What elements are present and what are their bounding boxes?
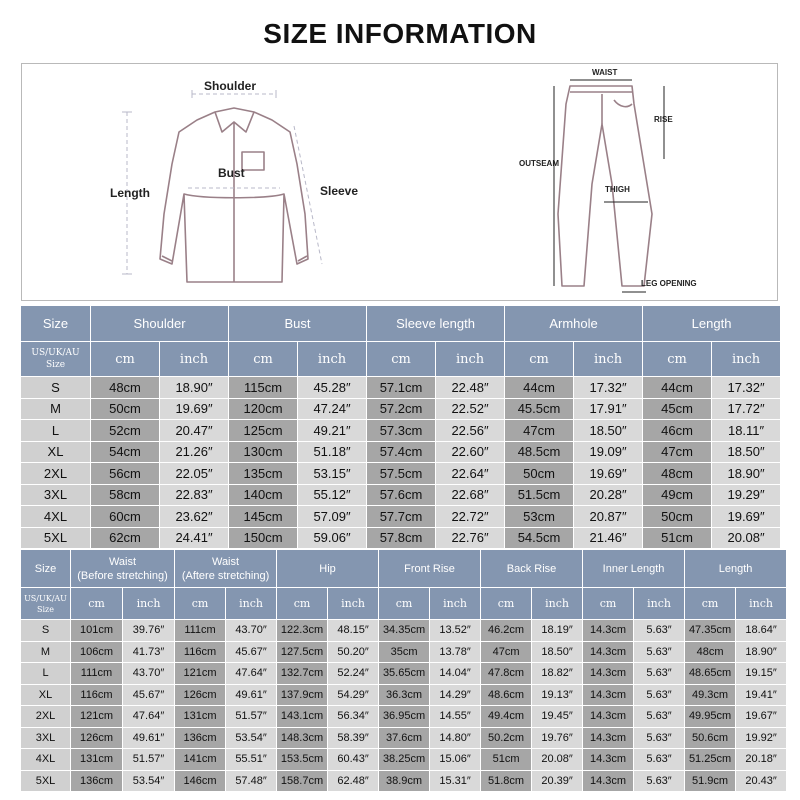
bust-label: Bust [218,166,245,180]
inch-value-cell: 55.51″ [226,749,277,771]
unit-inch-header: inch [736,588,787,620]
unit-inch-header: inch [712,342,781,377]
size-region-label [21,588,71,620]
cm-value-cell: 14.3cm [583,641,634,663]
inch-value-cell: 20.08″ [532,749,583,771]
size-cell: 4XL [21,749,71,771]
column-header-size: Size [21,550,71,588]
inch-value-cell: 19.09″ [574,441,643,463]
unit-cm-header: cm [367,342,436,377]
cm-value-cell: 51.5cm [505,484,574,506]
table-row [21,663,787,685]
cm-value-cell: 47.35cm [685,620,736,642]
inch-value-cell: 20.43″ [736,770,787,792]
cm-value-cell: 116cm [175,641,226,663]
cm-value-cell: 150cm [229,527,298,549]
cm-value-cell: 14.3cm [583,620,634,642]
inch-value-cell: 49.61″ [123,727,175,749]
size-cell: XL [21,684,71,706]
measurement-diagram [21,63,778,301]
unit-inch-header: inch [298,342,367,377]
cm-value-cell: 130cm [229,441,298,463]
column-header-front-rise: Front Rise [379,550,481,588]
inch-value-cell: 48.15″ [328,620,379,642]
inch-value-cell: 53.54″ [226,727,277,749]
cm-value-cell: 50.6cm [685,727,736,749]
unit-inch-header: inch [123,588,175,620]
inch-value-cell: 47.64″ [123,706,175,728]
cm-value-cell: 48.5cm [505,441,574,463]
size-cell: 5XL [21,770,71,792]
inch-value-cell: 43.70″ [123,663,175,685]
inch-value-cell: 19.15″ [736,663,787,685]
cm-value-cell: 62cm [91,527,160,549]
cm-value-cell: 57.3cm [367,420,436,442]
unit-cm-header: cm [481,588,532,620]
table-row [21,420,781,442]
table-row [21,727,787,749]
inch-value-cell: 20.28″ [574,484,643,506]
cm-value-cell: 145cm [229,506,298,528]
size-region-line1: US/UK/AU [31,348,80,358]
shirt-measure-lines [122,90,322,274]
cm-value-cell: 48cm [643,463,712,485]
cm-value-cell: 126cm [175,684,226,706]
cm-value-cell: 50cm [91,398,160,420]
cm-value-cell: 54cm [91,441,160,463]
unit-inch-header: inch [436,342,505,377]
column-header-sleeve-length: Sleeve length [367,306,505,342]
cm-value-cell: 146cm [175,770,226,792]
inch-value-cell: 18.64″ [736,620,787,642]
cm-value-cell: 153.5cm [277,749,328,771]
inch-value-cell: 17.32″ [574,377,643,399]
cm-value-cell: 158.7cm [277,770,328,792]
inch-value-cell: 18.50″ [574,420,643,442]
cm-value-cell: 57.4cm [367,441,436,463]
inch-value-cell: 14.04″ [430,663,481,685]
cm-value-cell: 35.65cm [379,663,430,685]
size-region-line2: Size [45,360,66,370]
column-header-bust: Bust [229,306,367,342]
cm-value-cell: 51cm [643,527,712,549]
size-cell: 3XL [21,484,91,506]
cm-value-cell: 122.3cm [277,620,328,642]
table-row [21,684,787,706]
cm-value-cell: 111cm [175,620,226,642]
thigh-label: THIGH [605,185,630,194]
outseam-label: OUTSEAM [519,159,559,168]
cm-value-cell: 46cm [643,420,712,442]
cm-value-cell: 45.5cm [505,398,574,420]
unit-cm-header: cm [685,588,736,620]
cm-value-cell: 141cm [175,749,226,771]
inch-value-cell: 18.90″ [736,641,787,663]
unit-cm-header: cm [91,342,160,377]
cm-value-cell: 47cm [481,641,532,663]
cm-value-cell: 121cm [71,706,123,728]
inch-value-cell: 18.50″ [712,441,781,463]
cm-value-cell: 60cm [91,506,160,528]
cm-value-cell: 14.3cm [583,684,634,706]
cm-value-cell: 111cm [71,663,123,685]
inch-value-cell: 22.56″ [436,420,505,442]
inch-value-cell: 60.43″ [328,749,379,771]
inch-value-cell: 18.82″ [532,663,583,685]
inch-value-cell: 22.83″ [160,484,229,506]
size-cell: 2XL [21,463,91,485]
inch-value-cell: 5.63″ [634,749,685,771]
cm-value-cell: 36.95cm [379,706,430,728]
inch-value-cell: 14.55″ [430,706,481,728]
cm-value-cell: 37.6cm [379,727,430,749]
inch-value-cell: 5.63″ [634,620,685,642]
inch-value-cell: 57.48″ [226,770,277,792]
table-row [21,770,787,792]
inch-value-cell: 5.63″ [634,706,685,728]
column-header-waist-after [175,550,277,588]
cm-value-cell: 143.1cm [277,706,328,728]
cm-value-cell: 54.5cm [505,527,574,549]
inch-value-cell: 50.20″ [328,641,379,663]
waist-label: WAIST [592,68,618,77]
inch-value-cell: 19.29″ [712,484,781,506]
inch-value-cell: 14.80″ [430,727,481,749]
inch-value-cell: 51.18″ [298,441,367,463]
inch-value-cell: 20.39″ [532,770,583,792]
inch-value-cell: 58.39″ [328,727,379,749]
table-row [21,706,787,728]
unit-cm-header: cm [379,588,430,620]
cm-value-cell: 127.5cm [277,641,328,663]
inch-value-cell: 41.73″ [123,641,175,663]
table-row [21,749,787,771]
unit-inch-header: inch [574,342,643,377]
inch-value-cell: 18.50″ [532,641,583,663]
cm-value-cell: 135cm [229,463,298,485]
size-cell: M [21,641,71,663]
inch-value-cell: 39.76″ [123,620,175,642]
unit-inch-header: inch [634,588,685,620]
inch-value-cell: 19.13″ [532,684,583,706]
cm-value-cell: 57.1cm [367,377,436,399]
inch-value-cell: 18.90″ [160,377,229,399]
shirt-size-table [20,305,781,549]
inch-value-cell: 52.24″ [328,663,379,685]
column-header-waist-before [71,550,175,588]
unit-cm-header: cm [583,588,634,620]
inch-value-cell: 18.90″ [712,463,781,485]
size-region-label [21,342,91,377]
unit-cm-header: cm [71,588,123,620]
length-label: Length [110,186,150,200]
column-header-back-rise: Back Rise [481,550,583,588]
cm-value-cell: 44cm [505,377,574,399]
unit-cm-header: cm [175,588,226,620]
inch-value-cell: 43.70″ [226,620,277,642]
inch-value-cell: 21.26″ [160,441,229,463]
leg-opening-label: LEG OPENING [641,279,697,288]
inch-value-cell: 59.06″ [298,527,367,549]
cm-value-cell: 14.3cm [583,663,634,685]
cm-value-cell: 50cm [505,463,574,485]
size-cell: L [21,420,91,442]
inch-value-cell: 22.76″ [436,527,505,549]
pants-size-table [20,549,787,792]
cm-value-cell: 101cm [71,620,123,642]
inch-value-cell: 56.34″ [328,706,379,728]
table-row [21,398,781,420]
inch-value-cell: 45.67″ [226,641,277,663]
inch-value-cell: 22.48″ [436,377,505,399]
sleeve-label: Sleeve [320,184,359,198]
table-row [21,484,781,506]
column-header-size: Size [21,306,91,342]
inch-value-cell: 13.78″ [430,641,481,663]
cm-value-cell: 38.9cm [379,770,430,792]
cm-value-cell: 57.6cm [367,484,436,506]
waist-header-line: Waist [108,555,137,568]
size-cell: L [21,663,71,685]
unit-inch-header: inch [532,588,583,620]
cm-value-cell: 36.3cm [379,684,430,706]
cm-value-cell: 57.5cm [367,463,436,485]
inch-value-cell: 19.69″ [712,506,781,528]
inch-value-cell: 19.45″ [532,706,583,728]
size-region-line2: Size [37,604,54,614]
cm-value-cell: 137.9cm [277,684,328,706]
table-row [21,641,787,663]
cm-value-cell: 51.8cm [481,770,532,792]
inch-value-cell: 20.08″ [712,527,781,549]
inch-value-cell: 19.67″ [736,706,787,728]
shirt-icon [160,108,308,282]
inch-value-cell: 5.63″ [634,684,685,706]
cm-value-cell: 14.3cm [583,749,634,771]
inch-value-cell: 53.54″ [123,770,175,792]
cm-value-cell: 121cm [175,663,226,685]
inch-value-cell: 14.29″ [430,684,481,706]
inch-value-cell: 53.15″ [298,463,367,485]
unit-inch-header: inch [226,588,277,620]
inch-value-cell: 22.72″ [436,506,505,528]
column-header-length: Length [685,550,787,588]
cm-value-cell: 51.9cm [685,770,736,792]
inch-value-cell: 19.41″ [736,684,787,706]
inch-value-cell: 49.21″ [298,420,367,442]
inch-value-cell: 55.12″ [298,484,367,506]
waist-header-line: Waist [211,555,240,568]
cm-value-cell: 49cm [643,484,712,506]
size-cell: 4XL [21,506,91,528]
cm-value-cell: 148.3cm [277,727,328,749]
inch-value-cell: 19.69″ [574,463,643,485]
cm-value-cell: 51cm [481,749,532,771]
cm-value-cell: 131cm [175,706,226,728]
rise-label: RISE [654,115,673,124]
cm-value-cell: 46.2cm [481,620,532,642]
column-header-length: Length [643,306,781,342]
inch-value-cell: 17.72″ [712,398,781,420]
cm-value-cell: 131cm [71,749,123,771]
cm-value-cell: 136cm [175,727,226,749]
inch-value-cell: 19.69″ [160,398,229,420]
cm-value-cell: 14.3cm [583,770,634,792]
inch-value-cell: 5.63″ [634,641,685,663]
inch-value-cell: 17.91″ [574,398,643,420]
inch-value-cell: 5.63″ [634,727,685,749]
table-row [21,506,781,528]
cm-value-cell: 34.35cm [379,620,430,642]
cm-value-cell: 49.4cm [481,706,532,728]
size-cell: 2XL [21,706,71,728]
inch-value-cell: 22.05″ [160,463,229,485]
inch-value-cell: 15.31″ [430,770,481,792]
unit-cm-header: cm [643,342,712,377]
inch-value-cell: 20.87″ [574,506,643,528]
inch-value-cell: 22.68″ [436,484,505,506]
inch-value-cell: 21.46″ [574,527,643,549]
cm-value-cell: 45cm [643,398,712,420]
cm-value-cell: 126cm [71,727,123,749]
cm-value-cell: 47cm [643,441,712,463]
size-region-line1: US/UK/AU [24,593,67,603]
inch-value-cell: 45.28″ [298,377,367,399]
inch-value-cell: 47.24″ [298,398,367,420]
waist-header-line: (Aftere stretching) [181,569,270,582]
inch-value-cell: 17.32″ [712,377,781,399]
size-cell: XL [21,441,91,463]
table-row [21,441,781,463]
column-header-armhole: Armhole [505,306,643,342]
cm-value-cell: 48.6cm [481,684,532,706]
inch-value-cell: 18.19″ [532,620,583,642]
cm-value-cell: 56cm [91,463,160,485]
cm-value-cell: 44cm [643,377,712,399]
cm-value-cell: 125cm [229,420,298,442]
inch-value-cell: 19.76″ [532,727,583,749]
cm-value-cell: 57.2cm [367,398,436,420]
unit-cm-header: cm [505,342,574,377]
cm-value-cell: 51.25cm [685,749,736,771]
cm-value-cell: 106cm [71,641,123,663]
inch-value-cell: 22.60″ [436,441,505,463]
garment-illustrations [22,64,779,302]
inch-value-cell: 20.18″ [736,749,787,771]
table-row [21,620,787,642]
inch-value-cell: 51.57″ [226,706,277,728]
inch-value-cell: 5.63″ [634,663,685,685]
cm-value-cell: 132.7cm [277,663,328,685]
inch-value-cell: 15.06″ [430,749,481,771]
inch-value-cell: 5.63″ [634,770,685,792]
column-header-shoulder: Shoulder [91,306,229,342]
inch-value-cell: 22.64″ [436,463,505,485]
table-row [21,527,781,549]
inch-value-cell: 47.64″ [226,663,277,685]
unit-inch-header: inch [328,588,379,620]
cm-value-cell: 47cm [505,420,574,442]
waist-header-line: (Before stretching) [77,569,168,582]
cm-value-cell: 57.7cm [367,506,436,528]
cm-value-cell: 49.95cm [685,706,736,728]
unit-cm-header: cm [277,588,328,620]
inch-value-cell: 22.52″ [436,398,505,420]
inch-value-cell: 24.41″ [160,527,229,549]
cm-value-cell: 38.25cm [379,749,430,771]
table-row [21,377,781,399]
cm-value-cell: 35cm [379,641,430,663]
inch-value-cell: 20.47″ [160,420,229,442]
cm-value-cell: 115cm [229,377,298,399]
cm-value-cell: 50.2cm [481,727,532,749]
inch-value-cell: 54.29″ [328,684,379,706]
unit-inch-header: inch [430,588,481,620]
size-cell: S [21,377,91,399]
cm-value-cell: 57.8cm [367,527,436,549]
cm-value-cell: 48cm [685,641,736,663]
column-header-hip: Hip [277,550,379,588]
cm-value-cell: 53cm [505,506,574,528]
cm-value-cell: 48cm [91,377,160,399]
cm-value-cell: 48.65cm [685,663,736,685]
cm-value-cell: 52cm [91,420,160,442]
cm-value-cell: 50cm [643,506,712,528]
cm-value-cell: 58cm [91,484,160,506]
cm-value-cell: 116cm [71,684,123,706]
inch-value-cell: 49.61″ [226,684,277,706]
inch-value-cell: 62.48″ [328,770,379,792]
table-row [21,463,781,485]
page-title: SIZE INFORMATION [263,18,537,49]
inch-value-cell: 45.67″ [123,684,175,706]
inch-value-cell: 18.11″ [712,420,781,442]
inch-value-cell: 23.62″ [160,506,229,528]
size-cell: 5XL [21,527,91,549]
size-cell: S [21,620,71,642]
inch-value-cell: 51.57″ [123,749,175,771]
unit-cm-header: cm [229,342,298,377]
cm-value-cell: 140cm [229,484,298,506]
unit-inch-header: inch [160,342,229,377]
cm-value-cell: 14.3cm [583,706,634,728]
size-cell: M [21,398,91,420]
inch-value-cell: 57.09″ [298,506,367,528]
cm-value-cell: 136cm [71,770,123,792]
cm-value-cell: 120cm [229,398,298,420]
column-header-inner-length: Inner Length [583,550,685,588]
cm-value-cell: 47.8cm [481,663,532,685]
inch-value-cell: 19.92″ [736,727,787,749]
inch-value-cell: 13.52″ [430,620,481,642]
shoulder-label: Shoulder [204,79,257,93]
cm-value-cell: 14.3cm [583,727,634,749]
size-cell: 3XL [21,727,71,749]
cm-value-cell: 49.3cm [685,684,736,706]
